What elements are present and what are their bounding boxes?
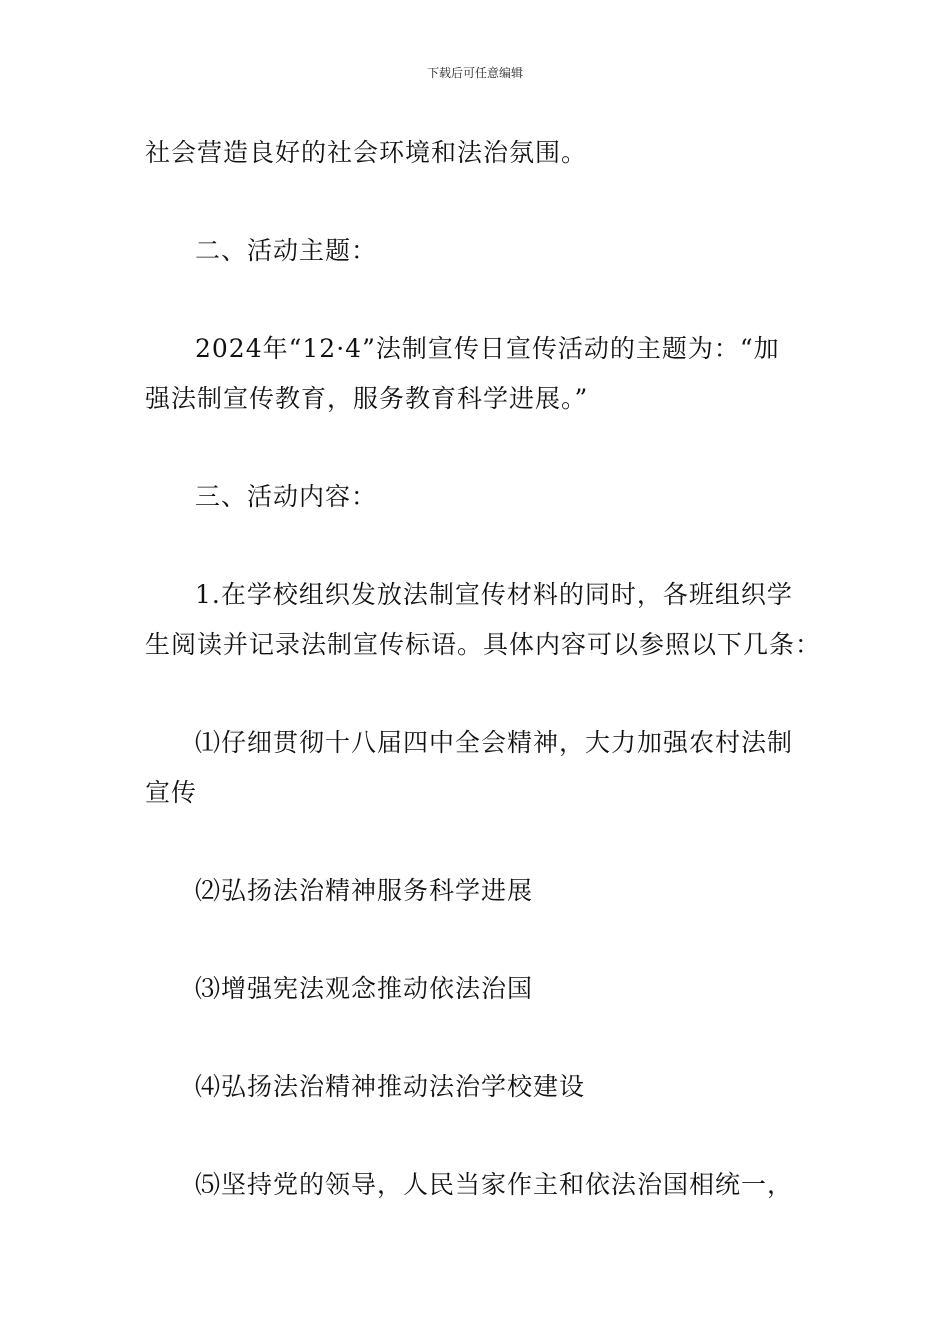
theme-paragraph-line-1: 2024年“12·4”法制宣传日宣传活动的主题为：“加: [195, 334, 780, 363]
slogan-1-line-2: 宣传: [145, 778, 198, 807]
page-header: 下载后可任意编辑: [426, 66, 523, 80]
document-body: [145, 128, 822, 1210]
slogan-5-line-1: ⑸坚持党的领导，人民当家作主和依法治国相统一，: [195, 1170, 794, 1199]
slogan-1-line-1: ⑴仔细贯彻十八届四中全会精神，大力加强农村法制: [195, 728, 794, 757]
content-item-1-line-1: 1.在学校组织发放法制宣传材料的同时，各班组织学: [195, 580, 793, 609]
content-item-1-line-2: 生阅读并记录法制宣传标语。具体内容可以参照以下几条：: [145, 630, 822, 659]
paragraph-continuation: 社会营造良好的社会环境和法治氛围。: [145, 138, 588, 167]
slogan-2: ⑵弘扬法治精神服务科学进展: [195, 876, 534, 905]
theme-paragraph-line-2: 强法制宣传教育，服务教育科学进展。”: [145, 384, 589, 413]
slogan-3: ⑶增强宪法观念推动依法治国: [195, 974, 534, 1003]
section-heading-theme: 二、活动主题：: [195, 236, 378, 265]
slogan-4: ⑷弘扬法治精神推动法治学校建设: [195, 1072, 586, 1101]
section-heading-content: 三、活动内容：: [195, 482, 378, 511]
